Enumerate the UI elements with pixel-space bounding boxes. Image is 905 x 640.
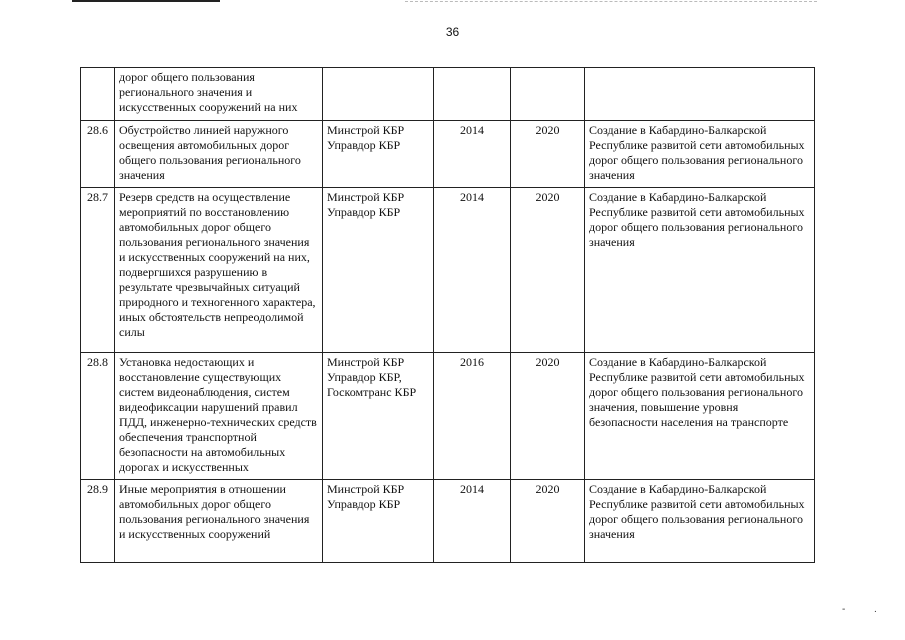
expected-result: Создание в Кабардино-Балкарской Республике развитой сети автомобильных дорог общего пользования регионального значения — [585, 121, 815, 188]
scan-speck: - — [842, 604, 846, 615]
row-number: 28.6 — [81, 121, 115, 188]
measure-name: Резерв средств на осуществление мероприятий по восстановлению автомобильных дорог общего пользования регионального значения и искусственных сооружений на них, подвергшихся разрушению в результате чрезвычайных ситуаций природного и техногенного характера, иных обстоятельств непреодолимой силы — [115, 188, 323, 353]
executor: Минстрой КБР Управдор КБР — [323, 121, 434, 188]
row-number: 28.7 — [81, 188, 115, 353]
table-row — [81, 188, 815, 353]
end-year: 2020 — [511, 188, 585, 353]
top-rule-right — [405, 1, 817, 2]
start-year: 2016 — [434, 353, 511, 480]
executor — [323, 68, 434, 121]
start-year: 2014 — [434, 121, 511, 188]
executor: Минстрой КБР Управдор КБР — [323, 480, 434, 563]
table-row — [81, 480, 815, 563]
expected-result — [585, 68, 815, 121]
measure-name: дорог общего пользования регионального значения и искусственных сооружений на них — [115, 68, 323, 121]
measure-name: Установка недостающих и восстановление существующих систем видеонаблюдения, систем видеофиксации нарушений правил ПДД, инженерно-технических средств обеспечения транспортной безопасности на автомобильных дорогах и искусственных — [115, 353, 323, 480]
top-rule-left — [72, 0, 220, 2]
table-row — [81, 353, 815, 480]
end-year — [511, 68, 585, 121]
executor: Минстрой КБР Управдор КБР — [323, 188, 434, 353]
scan-speck: . — [874, 604, 877, 615]
start-year: 2014 — [434, 188, 511, 353]
executor: Минстрой КБР Управдор КБР, Госкомтранс КБР — [323, 353, 434, 480]
row-number — [81, 68, 115, 121]
end-year: 2020 — [511, 353, 585, 480]
end-year: 2020 — [511, 480, 585, 563]
expected-result: Создание в Кабардино-Балкарской Республике развитой сети автомобильных дорог общего пользования регионального значения — [585, 480, 815, 563]
table-row — [81, 121, 815, 188]
expected-result: Создание в Кабардино-Балкарской Республике развитой сети автомобильных дорог общего пользования регионального значения, повышение уровня безопасности населения на транспорте — [585, 353, 815, 480]
end-year: 2020 — [511, 121, 585, 188]
start-year: 2014 — [434, 480, 511, 563]
row-number: 28.9 — [81, 480, 115, 563]
measures-table — [80, 67, 815, 563]
expected-result: Создание в Кабардино-Балкарской Республике развитой сети автомобильных дорог общего пользования регионального значения — [585, 188, 815, 353]
page-number: 36 — [445, 25, 460, 39]
row-number: 28.8 — [81, 353, 115, 480]
start-year — [434, 68, 511, 121]
measure-name: Обустройство линией наружного освещения автомобильных дорог общего пользования регионального значения — [115, 121, 323, 188]
table-row — [81, 68, 815, 121]
measure-name: Иные мероприятия в отношении автомобильных дорог общего пользования регионального значения и искусственных сооружений — [115, 480, 323, 563]
